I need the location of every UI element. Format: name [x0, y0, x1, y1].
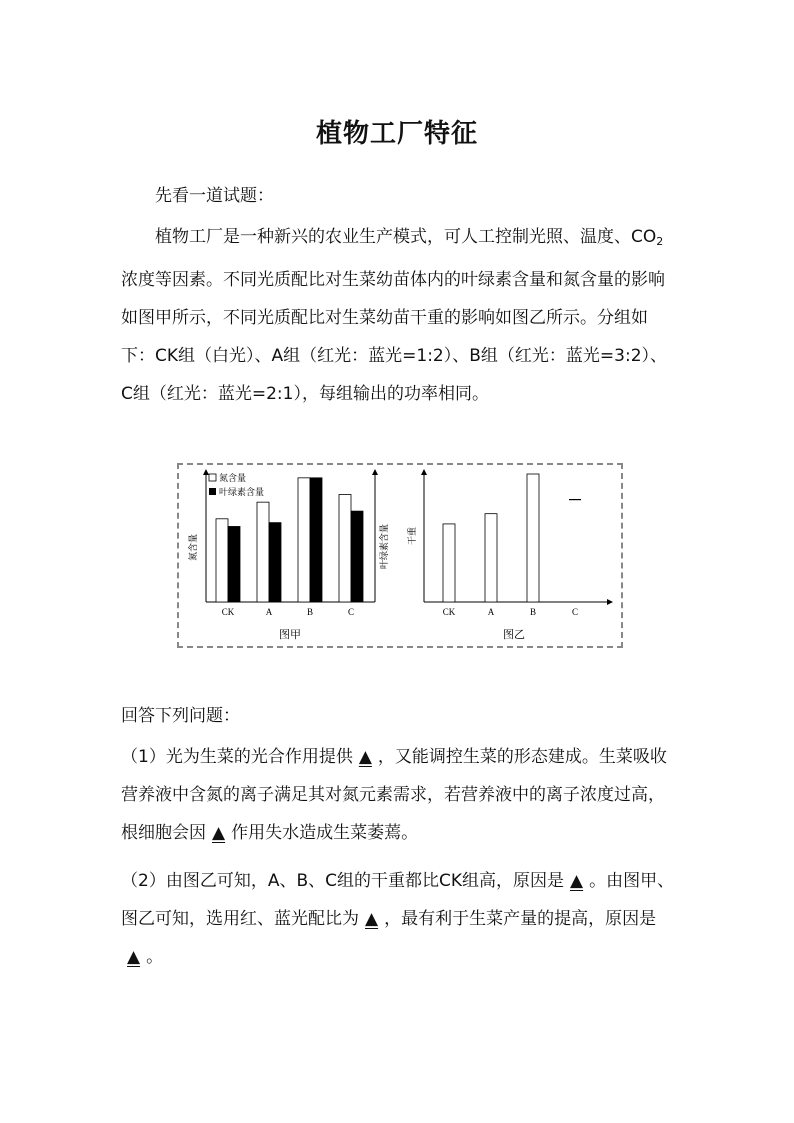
chart-yi-tick-a: A [487, 607, 495, 617]
legend-chlorophyll: 叶绿素含量 [219, 487, 265, 497]
figures-svg [179, 465, 621, 646]
answer-intro: 回答下列问题： [121, 706, 240, 726]
q1-text-a: （1）光为生菜的光合作用提供 [121, 747, 353, 767]
chart-jia-y-arrow-left [203, 469, 209, 475]
question-paragraph [121, 218, 677, 413]
q1-text-c: 作用失水造成生菜萎蔫。 [231, 823, 419, 843]
answer-blank-1: ▲ [358, 747, 372, 767]
chart-jia-tick-ck: CK [221, 607, 235, 617]
q2-text-d: 。 [146, 947, 164, 967]
q2-text-c: ，最有利于生菜产量的提高，原因是 [384, 909, 657, 929]
chart-jia-bar-a-chlorophyll [269, 523, 281, 602]
chart-jia-bar-c-nitrogen [339, 494, 351, 602]
chart-jia-bar-ck-chlorophyll [228, 526, 240, 602]
page-title: 植物工厂特征 [315, 119, 478, 149]
answer-blank-3: ▲ [570, 871, 584, 891]
chart-yi-x-arrow [607, 599, 613, 605]
chart-yi-tick-b: B [529, 607, 537, 617]
chart-yi-title: 图乙 [503, 629, 525, 641]
answer-blank-2: ▲ [212, 823, 226, 843]
chart-yi [406, 469, 613, 641]
chart-jia-bar-b-chlorophyll [310, 478, 322, 602]
figure-box [177, 463, 623, 648]
chart-jia-bar-c-chlorophyll [351, 511, 363, 602]
intro-text: 先看一道试题： [155, 186, 274, 206]
chart-jia-bar-ck-nitrogen [216, 519, 228, 602]
answer-blank-5: ▲ [127, 947, 141, 967]
chart-yi-tick-c: C [571, 607, 579, 617]
chart-jia-tick-c: C [347, 607, 355, 617]
q1-text-b: ，又能调控生菜的形态建成。生菜吸收营养液中含氮的离子满足其对氮元素需求，若营养液中的离子浓度过高，根细胞会因 [121, 747, 667, 843]
legend-swatch-chlorophyll [209, 488, 216, 495]
chart-jia-right-ylabel: 叶绿素含量 [379, 523, 389, 569]
answer-blank-4: ▲ [365, 909, 379, 929]
co2-label: CO [631, 227, 657, 247]
chart-jia-left-ylabel: 氮含量 [188, 533, 198, 561]
chart-jia-tick-b: B [306, 607, 314, 617]
chart-yi-bar-b [527, 474, 539, 602]
chart-jia-tick-a: A [265, 607, 273, 617]
chart-yi-tick-ck: CK [442, 607, 456, 617]
question-text-start: 植物工厂是一种新兴的农业生产模式，可人工控制光照、温度、 [155, 227, 631, 247]
chart-yi-y-arrow [421, 469, 427, 475]
chart-jia-y-arrow-right [372, 469, 378, 475]
co2-subscript: 2 [656, 235, 664, 248]
legend-swatch-nitrogen [209, 474, 216, 481]
chart-jia-bar-b-nitrogen [298, 478, 310, 602]
chart-yi-bar-a [485, 514, 497, 602]
chart-yi-ylabel: 干重 [407, 526, 417, 545]
chart-jia-title: 图甲 [279, 629, 301, 641]
question-text-rest: 浓度等因素。不同光质配比对生菜幼苗体内的叶绿素含量和氮含量的影响如图甲所示，不同光质配比对生菜幼苗干重的影响如图乙所示。分组如下：CK组（白光）、A组（红光：蓝光=1:2）、B组（红光：蓝光=3:2）、C组（红光：蓝光=2:1），每组输出的功率相同。 [121, 270, 668, 404]
question-1 [121, 738, 677, 852]
chart-yi-bar-ck [443, 524, 455, 602]
q2-text-b: 。由图甲、图乙可知，选用红、蓝光配比为 [121, 871, 675, 929]
chart-jia-bar-a-nitrogen [257, 502, 269, 602]
chart-jia [187, 469, 389, 641]
q2-text-a: （2）由图乙可知，A、B、C组的干重都比CK组高，原因是 [121, 871, 564, 891]
legend-nitrogen: 氮含量 [219, 473, 247, 483]
question-2 [121, 862, 677, 976]
